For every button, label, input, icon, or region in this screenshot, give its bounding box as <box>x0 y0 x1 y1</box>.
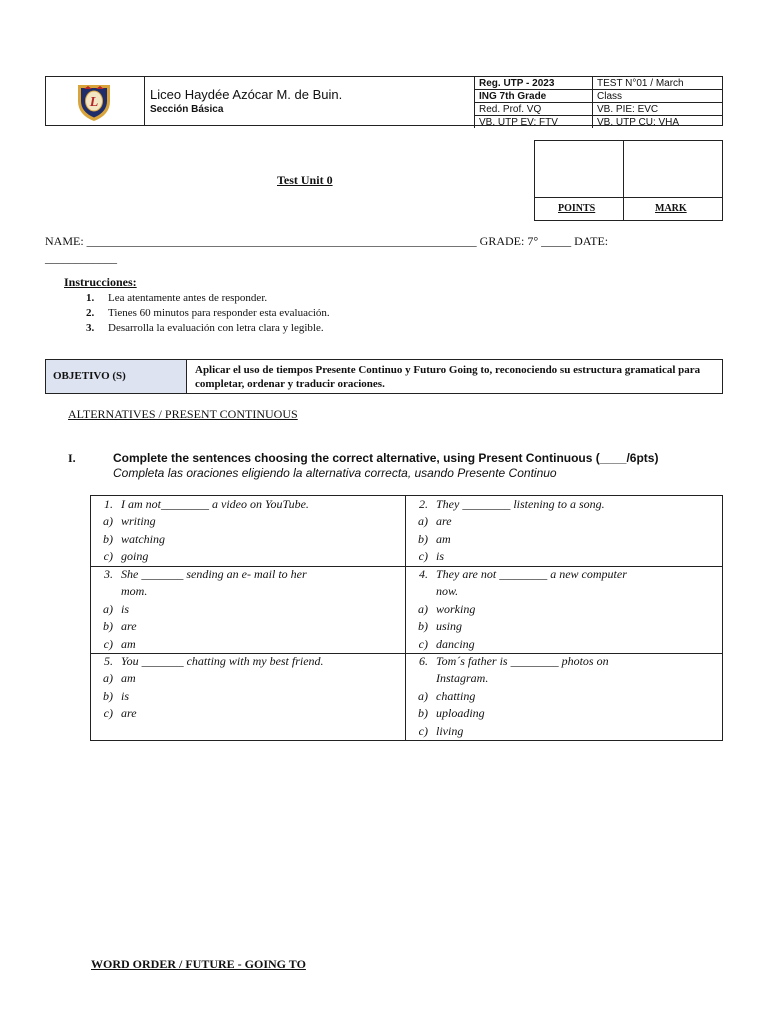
option-letter: c) <box>418 636 428 651</box>
question-cell <box>91 566 405 653</box>
meta-row <box>475 103 724 116</box>
option-text: am <box>121 636 136 651</box>
option-text: using <box>436 619 463 634</box>
option-text: uploading <box>436 706 485 721</box>
question-cell <box>406 566 722 653</box>
option-text: going <box>121 549 149 564</box>
option-text: living <box>436 723 464 738</box>
option-line[interactable] <box>406 548 444 565</box>
option-line[interactable] <box>91 531 165 548</box>
school-name: Liceo Haydée Azócar M. de Buin. <box>150 87 343 102</box>
option-line[interactable] <box>406 723 463 740</box>
meta-cell: Class <box>593 90 724 103</box>
option-letter: c) <box>418 723 428 738</box>
score-divider <box>535 197 722 198</box>
option-letter: b) <box>418 619 428 634</box>
question-cell <box>406 653 722 740</box>
score-divider <box>623 141 624 220</box>
school-logo <box>74 81 114 123</box>
option-text: is <box>121 601 130 616</box>
objective-label: OBJETIVO (S) <box>46 360 187 393</box>
option-text: is <box>436 549 445 564</box>
option-letter: a) <box>418 514 428 529</box>
option-text: is <box>121 688 130 703</box>
question-number: 2. <box>419 497 428 511</box>
option-text: chatting <box>436 688 476 703</box>
option-line[interactable] <box>406 688 475 705</box>
meta-cell: VB. UTP EV: FTV <box>475 116 593 129</box>
instructions-list <box>86 292 486 342</box>
part-instruction: Complete the sentences choosing the correct alternative, using Present Continuous (____/6pts) <box>113 451 659 465</box>
points-label: POINTS <box>558 203 596 214</box>
option-letter: c) <box>103 549 113 564</box>
objective-box <box>45 359 723 394</box>
mark-label: MARK <box>655 203 687 214</box>
option-text: are <box>121 706 137 721</box>
option-line[interactable] <box>406 618 462 635</box>
option-text: are <box>436 514 452 529</box>
question-number: 3. <box>104 567 113 581</box>
option-line[interactable] <box>91 705 137 722</box>
option-text: am <box>121 671 136 686</box>
meta-cell: Red. Prof. VQ <box>475 103 593 116</box>
question-stem <box>406 583 458 600</box>
question-number: 4. <box>419 567 428 581</box>
header-meta-table <box>474 77 723 128</box>
instruction-number: 1. <box>86 292 95 304</box>
question-text: I am not________ a video on YouTube. <box>121 497 309 511</box>
option-letter: b) <box>103 531 113 546</box>
question-text: You _______ chatting with my best friend. <box>121 654 324 668</box>
instruction-number: 2. <box>86 307 95 319</box>
question-number: 1. <box>104 497 113 511</box>
option-text: working <box>436 601 476 616</box>
test-title: Test Unit 0 <box>277 173 333 187</box>
school-header <box>45 76 723 126</box>
logo-cell <box>46 77 145 125</box>
question-text: Tom´s father is ________ photos on <box>436 654 609 668</box>
option-text: watching <box>121 531 165 546</box>
question-stem <box>406 653 609 670</box>
option-letter: b) <box>418 531 428 546</box>
question-stem <box>91 566 307 583</box>
option-line[interactable] <box>406 636 475 653</box>
option-letter: c) <box>418 549 428 564</box>
option-line[interactable] <box>91 688 129 705</box>
meta-row <box>475 90 724 103</box>
option-line[interactable] <box>406 601 475 618</box>
question-stem <box>91 496 309 513</box>
option-line[interactable] <box>91 548 148 565</box>
option-line[interactable] <box>91 601 129 618</box>
option-text: writing <box>121 514 156 529</box>
part-instruction-es: Completa las oraciones eligiendo la alternativa correcta, usando Presente Continuo <box>113 466 557 480</box>
option-letter: a) <box>418 688 428 703</box>
option-line[interactable] <box>406 705 485 722</box>
question-stem <box>406 670 488 687</box>
question-text: She _______ sending an e- mail to her <box>121 567 307 581</box>
logo-letter: L <box>89 95 99 110</box>
meta-cell: VB. PIE: EVC <box>593 103 724 116</box>
question-number: 6. <box>419 654 428 668</box>
question-text: Instagram. <box>436 671 489 686</box>
question-number: 5. <box>104 654 113 668</box>
option-line[interactable] <box>91 670 136 687</box>
question-text: They ________ listening to a song. <box>436 497 605 511</box>
section-title-alternatives: ALTERNATIVES / PRESENT CONTINUOUS <box>68 407 298 421</box>
instruction-text: Tienes 60 minutos para responder esta evaluación. <box>108 307 330 319</box>
part-roman-numeral: I. <box>68 451 76 465</box>
meta-cell: Reg. UTP - 2023 <box>475 77 593 90</box>
question-cell <box>91 496 405 566</box>
option-letter: c) <box>103 636 113 651</box>
option-line[interactable] <box>91 618 137 635</box>
school-section: Sección Básica <box>150 104 224 115</box>
question-cell <box>406 496 722 566</box>
option-text: dancing <box>436 636 475 651</box>
question-cell <box>91 653 405 740</box>
option-letter: b) <box>103 688 113 703</box>
question-stem <box>406 566 627 583</box>
question-text: They are not ________ a new computer <box>436 567 627 581</box>
option-line[interactable] <box>91 513 156 530</box>
meta-row <box>475 77 724 90</box>
option-letter: a) <box>103 601 113 616</box>
meta-cell: VB. UTP CU: VHA <box>593 116 724 129</box>
score-box <box>534 140 723 221</box>
option-line[interactable] <box>406 513 452 530</box>
instructions-title: Instrucciones: <box>64 275 137 289</box>
meta-cell: ING 7th Grade <box>475 90 593 103</box>
option-text: am <box>436 531 451 546</box>
question-text: mom. <box>121 584 148 599</box>
meta-row <box>475 116 724 129</box>
instruction-item <box>86 292 267 304</box>
instruction-item <box>86 322 324 334</box>
question-stem <box>91 583 147 600</box>
option-line[interactable] <box>406 531 451 548</box>
question-stem <box>406 496 605 513</box>
questions-table <box>90 495 723 741</box>
date-blank: ____________ <box>45 251 117 265</box>
option-letter: a) <box>103 514 113 529</box>
option-letter: c) <box>103 706 113 721</box>
question-text: now. <box>436 584 459 599</box>
instruction-item <box>86 307 330 319</box>
instruction-text: Desarrolla la evaluación con letra clara y legible. <box>108 322 324 334</box>
option-letter: b) <box>418 706 428 721</box>
student-info-line: NAME: _________________________________________________________________ GRADE: 7° _____ DATE: <box>45 234 609 248</box>
instruction-text: Lea atentamente antes de responder. <box>108 292 268 304</box>
meta-cell: TEST N°01 / March <box>593 77 724 90</box>
option-letter: b) <box>103 619 113 634</box>
section-title-word-order: WORD ORDER / FUTURE - GOING TO <box>91 957 306 971</box>
question-stem <box>91 653 324 670</box>
option-line[interactable] <box>91 636 136 653</box>
instruction-number: 3. <box>86 322 95 334</box>
option-letter: a) <box>103 671 113 686</box>
option-text: are <box>121 619 137 634</box>
objective-text: Aplicar el uso de tiempos Presente Continuo y Futuro Going to, reconociendo su estructura gramatical para completar, ordenar y traducir oraciones. <box>195 364 701 390</box>
option-letter: a) <box>418 601 428 616</box>
